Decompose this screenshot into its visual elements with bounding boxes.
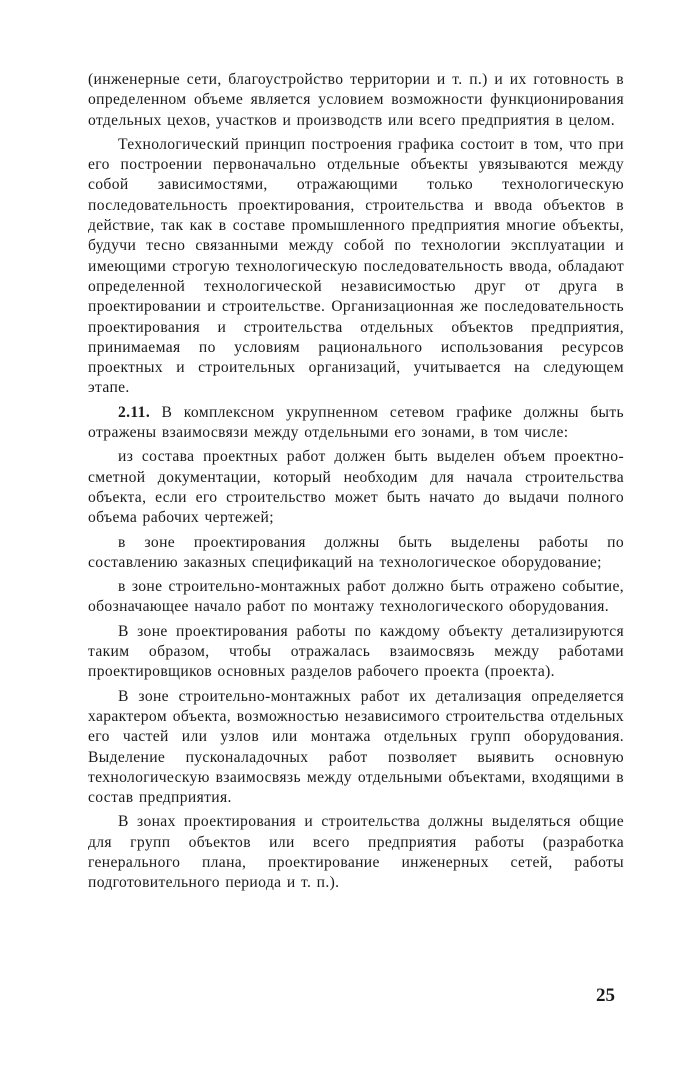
list-item-specifications: в зоне проектирования должны быть выделены работы по составлению заказных спецификаций на технологическое оборудование;	[88, 533, 624, 571]
paragraph-continuation: (инженерные сети, благоустройство территории и т. п.) и их готовность в определенном объеме является условием возможности функционирования отдельных цехов, участков и производств или всего предприятия в целом.	[88, 71, 624, 129]
paragraph-common-works: В зонах проектирования и строительства должны выделяться общие для групп объектов или всего предприятия работы (разработка генерального плана, проектирование инженерных сетей, работы подготовительного периода и т. п.).	[88, 813, 624, 892]
paragraph-2-11	[88, 403, 624, 444]
paragraph-construction-zone: В зоне строительно-монтажных работ их детализация определяется характером объекта, возможностью независимого строительства отдельных его частей или узлов или монтажа отдельных групп оборудования. Выделение пусконаладочных работ позволяет выявить основную технологическую взаимосвязь между отдельными объектами, входящими в состав предприятия.	[88, 687, 624, 807]
page-number: 25	[596, 985, 615, 1006]
paragraph-technological-principle: Технологический принцип построения графика состоит в том, что при его построении первоначально отдельные объекты увязываются между собой зависимостями, отражающими только технологическую последовательность проектирования, строительства и ввода объектов в действие, так как в составе промышленного предприятия многие объекты, будучи тесно связанными между собой по технологии эксплуатации и имеющими строгую технологическую последовательность ввода, обладают определенной технологической независимостью друг от друга в проектировании и строительстве. Организационная же последовательность проектирования и строительства отдельных объектов предприятия, принимаемая по условиям рационального использования ресурсов проектных и строительных организаций, учитывается на следующем этапе.	[88, 135, 624, 397]
clause-text: В комплексном укрупненном сетевом графике должны быть отражены взаимосвязи между отдельными его зонами, в том числе:	[88, 403, 624, 442]
list-item-design-documentation: из состава проектных работ должен быть выделен объем проектно-сметной документации, который необходим для начала строительства объекта, если его строительство может быть начато до выдачи полного объема рабочих чертежей;	[88, 448, 624, 527]
paragraph-design-zone: В зоне проектирования работы по каждому объекту детализируются таким образом, чтобы отражалась взаимосвязь между работами проектировщиков основных разделов рабочего проекта (проекта).	[88, 622, 624, 681]
page-body	[88, 70, 624, 898]
clause-number: 2.11.	[118, 403, 151, 421]
list-item-installation-start: в зоне строительно-монтажных работ должно быть отражено событие, обозначающее начало работ по монтажу технологического оборудования.	[88, 578, 624, 616]
